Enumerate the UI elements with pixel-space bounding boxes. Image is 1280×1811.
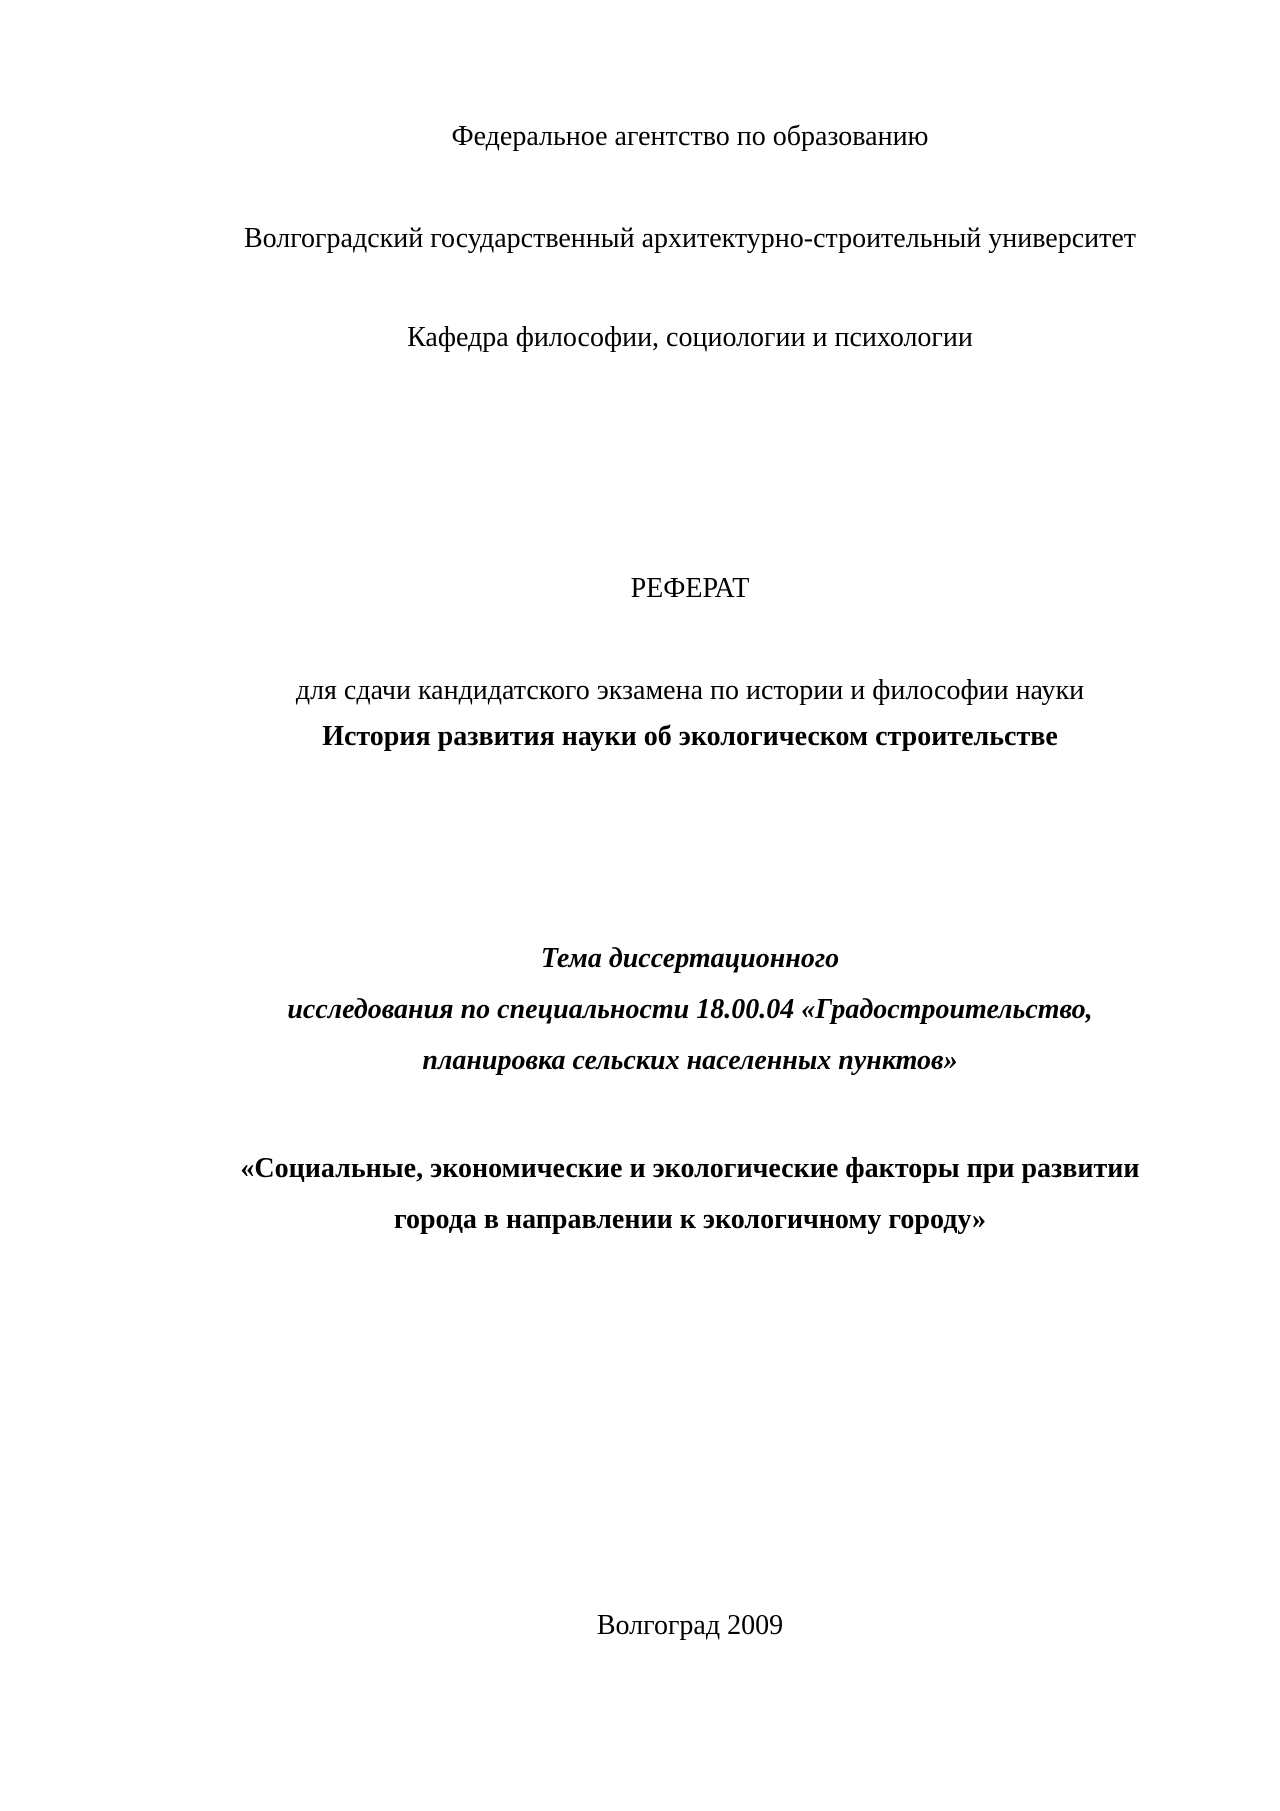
dissertation-title-line: «Социальные, экономические и экологические факторы при развитии (240, 1153, 1140, 1184)
course-title: История развития науки об экологическом строительстве (322, 721, 1058, 752)
dissertation-topic-line: планировка сельских населенных пунктов» (422, 1045, 958, 1076)
document-purpose: для сдачи кандидатского экзамена по истории и философии науки (295, 675, 1085, 706)
department-name: Кафедра философии, социологии и психологии (407, 322, 973, 353)
dissertation-topic-line: исследования по специальности 18.00.04 «Градостроительство, (287, 994, 1093, 1025)
university-name: Волгоградский государственный архитектурно-строительный университет (243, 223, 1137, 254)
place-year: Волгоград 2009 (596, 1610, 784, 1641)
dissertation-title-line: города в направлении к экологичному городу» (393, 1204, 987, 1235)
agency-name: Федеральное агентство по образованию (451, 121, 929, 152)
document-type: РЕФЕРАТ (630, 573, 750, 604)
dissertation-topic-line: Тема диссертационного (540, 943, 840, 974)
